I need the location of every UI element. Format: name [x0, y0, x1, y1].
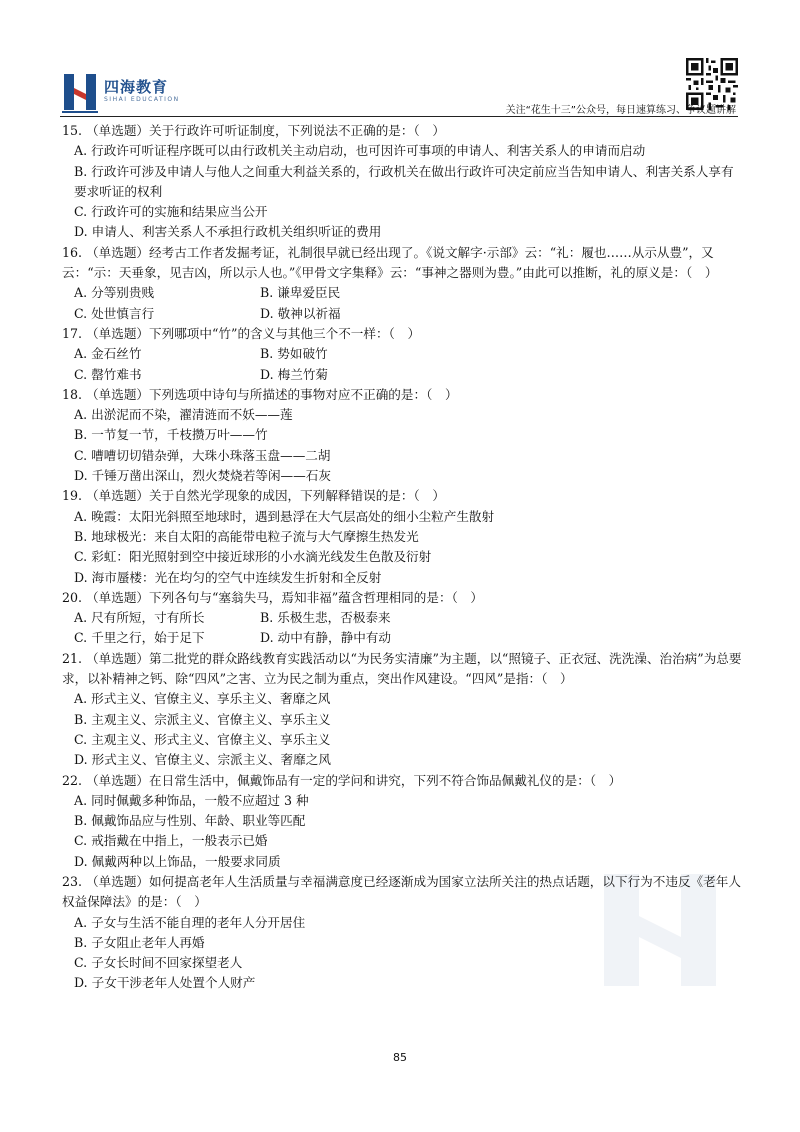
question-stem: 15. （单选题）关于行政许可听证制度，下列说法不正确的是：（ ）	[62, 123, 445, 138]
option-row	[62, 608, 742, 628]
answer-option[interactable]: B. 乐极生悲，否极泰来	[260, 610, 391, 626]
question-block	[62, 486, 742, 587]
answer-option[interactable]: D. 佩戴两种以上饰品，一般要求同质	[74, 853, 281, 869]
answer-option[interactable]: A. 同时佩戴多种饰品，一般不应超过 3 种	[74, 792, 309, 808]
logo-subtitle: SIHAI EDUCATION	[104, 96, 180, 103]
question-list	[62, 121, 742, 994]
answer-option[interactable]: C. 子女长时间不回家探望老人	[74, 955, 243, 971]
answer-option[interactable]: D. 形式主义、官僚主义、宗派主义、奢靡之风	[74, 752, 331, 768]
question-block	[62, 324, 742, 385]
answer-option[interactable]: C. 千里之行，始于足下	[74, 630, 205, 646]
answer-option[interactable]: A. 金石丝竹	[74, 346, 142, 362]
answer-option[interactable]: D. 海市蜃楼：光在均匀的空气中连续发生折射和全反射	[74, 569, 382, 585]
option-row	[62, 283, 742, 303]
answer-option[interactable]: B. 一节复一节，千枝攒万叶——竹	[74, 427, 268, 443]
answer-option[interactable]: A. 尺有所短，寸有所长	[74, 610, 205, 626]
question-block	[62, 385, 742, 486]
question-stem: 23. （单选题）如何提高老年人生活质量与幸福满意度已经逐渐成为国家立法所关注的热点话题，以下行为不违反《老年人权益保障法》的是：（ ）	[62, 873, 741, 910]
question-block	[62, 872, 742, 994]
question-stem: 20. （单选题）下列各句与“塞翁失马，焉知非福”蕴含哲理相同的是：（ ）	[62, 589, 484, 605]
answer-option[interactable]: D. 梅兰竹菊	[260, 366, 329, 382]
answer-option[interactable]: B. 势如破竹	[260, 346, 328, 362]
answer-option[interactable]: C. 彩虹：阳光照射到空中接近球形的小水滴光线发生色散及衍射	[74, 549, 432, 565]
page-header	[0, 0, 800, 122]
question-stem: 18. （单选题）下列选项中诗句与所描述的事物对应不正确的是：（ ）	[62, 386, 458, 402]
answer-option[interactable]: B. 子女阻止老年人再婚	[74, 934, 205, 950]
question-stem: 22. （单选题）在日常生活中，佩戴饰品有一定的学问和讲究，下列不符合饰品佩戴礼仪的是：（ ）	[62, 772, 622, 788]
answer-option[interactable]: A. 子女与生活不能自理的老年人分开居住	[74, 914, 306, 930]
answer-option[interactable]: B. 谦卑爱臣民	[260, 285, 341, 301]
header-note: 关注“花生十三”公众号，每日速算练习、争议题讲解	[505, 105, 736, 116]
answer-option[interactable]: A. 分等别贵贱	[74, 285, 155, 301]
option-row	[62, 365, 742, 385]
answer-option[interactable]: A. 晚霞：太阳光斜照至地球时，遇到悬浮在大气层高处的细小尘粒产生散射	[74, 508, 495, 524]
answer-option[interactable]: C. 罄竹难书	[74, 366, 142, 382]
question-block	[62, 121, 742, 243]
header-divider	[60, 116, 738, 117]
answer-option[interactable]: A. 形式主义、官僚主义、享乐主义、奢靡之风	[74, 691, 331, 707]
answer-option[interactable]: C. 行政许可的实施和结果应当公开	[74, 204, 268, 220]
answer-option[interactable]: C. 处世慎言行	[74, 305, 155, 321]
answer-option[interactable]: D. 子女干涉老年人处置个人财产	[74, 975, 256, 991]
question-block	[62, 243, 742, 324]
answer-option[interactable]: D. 敬神以祈福	[260, 305, 341, 321]
question-stem: 16. （单选题）经考古工作者发掘考证，礼制很早就已经出现了。《说文解字·示部》云：“礼：履也……从示从豊”，又云：“示：天垂象，见吉凶，所以示人也。”《甲骨文字集释》云：“事神之器则为豊。”由此可以推断，礼的原义是：（ ）	[62, 244, 718, 281]
question-block	[62, 649, 742, 771]
answer-option[interactable]: B. 佩戴饰品应与性别、年龄、职业等匹配	[74, 813, 306, 829]
question-stem: 19. （单选题）关于自然光学现象的成因，下列解释错误的是：（ ）	[62, 488, 445, 504]
question-stem: 17. （单选题）下列哪项中“竹”的含义与其他三个不一样：（ ）	[62, 325, 421, 341]
question-block	[62, 771, 742, 872]
answer-option[interactable]: A. 出淤泥而不染，濯清涟而不妖——莲	[74, 407, 293, 423]
answer-option[interactable]: D. 动中有静，静中有动	[260, 630, 391, 646]
question-block	[62, 588, 742, 649]
answer-option[interactable]: D. 申请人、利害关系人不承担行政机关组织听证的费用	[74, 224, 382, 240]
answer-option[interactable]: C. 主观主义、形式主义、官僚主义、享乐主义	[74, 731, 331, 747]
logo-mark-icon	[60, 70, 100, 114]
answer-option[interactable]: D. 千锤万凿出深山，烈火焚烧若等闲——石灰	[74, 468, 331, 484]
answer-option[interactable]: B. 主观主义、宗派主义、官僚主义、享乐主义	[74, 711, 331, 727]
answer-option[interactable]: C. 嘈嘈切切错杂弹，大珠小珠落玉盘——二胡	[74, 447, 331, 463]
answer-option[interactable]: A. 行政许可听证程序既可以由行政机关主动启动，也可因许可事项的申请人、利害关系人的申请而启动	[74, 143, 646, 159]
sihai-logo	[60, 70, 190, 114]
question-stem: 21. （单选题）第二批党的群众路线教育实践活动以“为民务实清廉”为主题，以“照镜子、正衣冠、洗洗澡、治治病”为总要求，以补精神之钙、除“四风”之害、立为民之制为重点，突出作风建设。“四风”是指：（ ）	[62, 650, 742, 687]
page-number: 85	[393, 1051, 407, 1064]
logo-text: 四海教育	[104, 78, 169, 96]
option-row	[62, 344, 742, 364]
answer-option[interactable]: B. 地球极光：来自太阳的高能带电粒子流与大气摩擦生热发光	[74, 528, 419, 544]
answer-option[interactable]: C. 戒指戴在中指上，一般表示已婚	[74, 833, 268, 849]
answer-option[interactable]: B. 行政许可涉及申请人与他人之间重大利益关系的，行政机关在做出行政许可决定前应当告知申请人、利害关系人享有要求听证的权利	[74, 163, 734, 199]
option-row	[62, 628, 742, 648]
option-row	[62, 304, 742, 324]
